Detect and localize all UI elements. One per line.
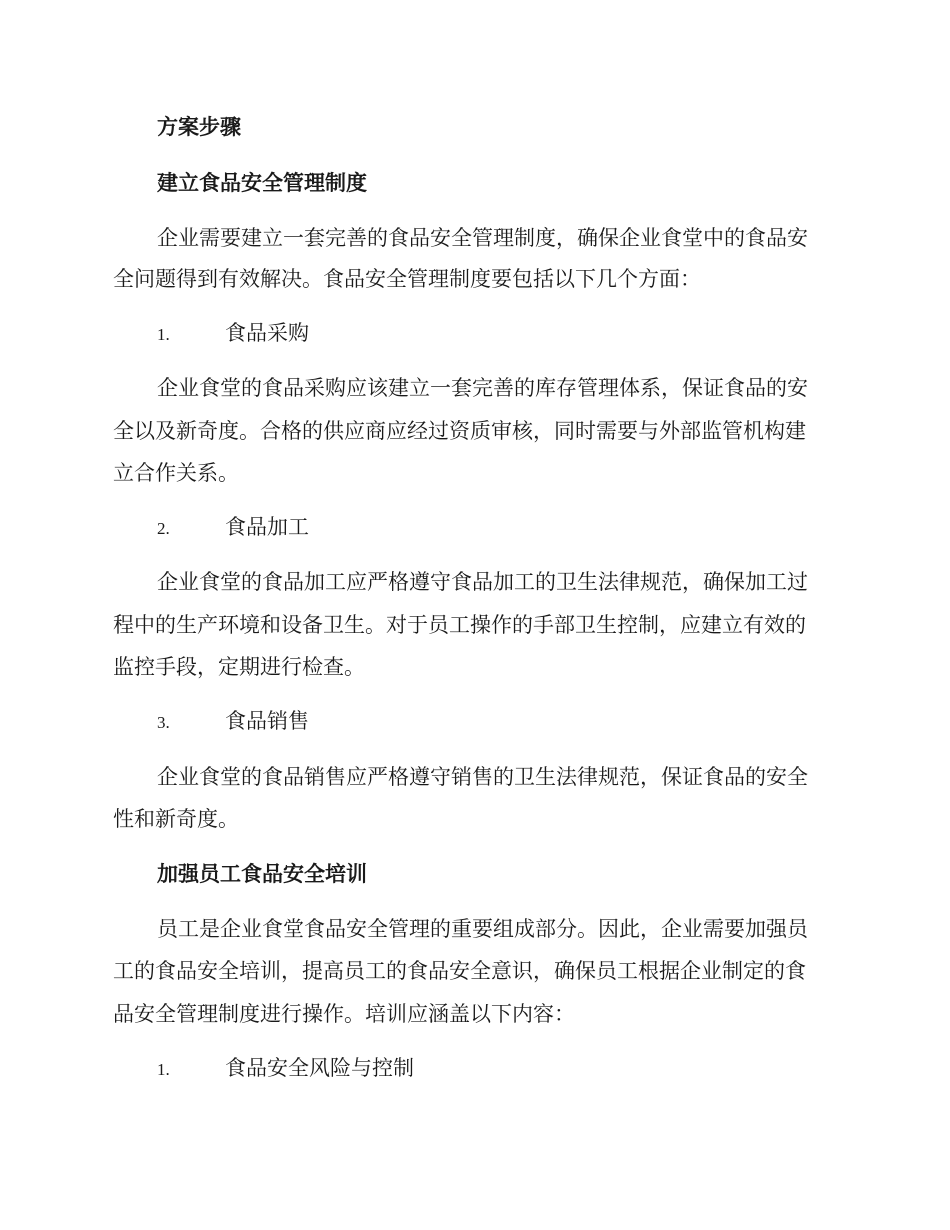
paragraph-line: 企业需要建立一套完善的食品安全管理制度，确保企业食堂中的食品安 bbox=[157, 226, 808, 250]
paragraph-line: 企业食堂的食品销售应严格遵守销售的卫生法律规范，保证食品的安全 bbox=[157, 765, 808, 789]
paragraph-line: 监控手段，定期进行检查。 bbox=[113, 655, 365, 679]
list-item-label: 食品安全风险与控制 bbox=[225, 1056, 414, 1080]
list-item bbox=[157, 509, 309, 547]
paragraph-line: 品安全管理制度进行操作。培训应涵盖以下内容： bbox=[113, 1002, 575, 1026]
paragraph-line: 立合作关系。 bbox=[113, 461, 239, 485]
list-item-label: 食品采购 bbox=[225, 321, 309, 345]
paragraph-line: 程中的生产环境和设备卫生。对于员工操作的手部卫生控制，应建立有效的 bbox=[113, 613, 806, 637]
subsection-heading: 建立食品安全管理制度 bbox=[157, 171, 367, 195]
paragraph-line: 全问题得到有效解决。食品安全管理制度要包括以下几个方面： bbox=[113, 267, 701, 291]
list-item bbox=[157, 315, 309, 353]
list-item-number: 1. bbox=[157, 1060, 170, 1079]
list-item-label: 食品加工 bbox=[225, 515, 309, 539]
list-item bbox=[157, 1050, 414, 1088]
section-title: 方案步骤 bbox=[157, 115, 241, 139]
list-item-label: 食品销售 bbox=[225, 709, 309, 733]
paragraph-line: 工的食品安全培训，提高员工的食品安全意识，确保员工根据企业制定的食 bbox=[113, 959, 806, 983]
paragraph-line: 企业食堂的食品加工应严格遵守食品加工的卫生法律规范，确保加工过 bbox=[157, 570, 808, 594]
list-item-number: 2. bbox=[157, 519, 170, 538]
paragraph-line: 员工是企业食堂食品安全管理的重要组成部分。因此，企业需要加强员 bbox=[157, 917, 808, 941]
subsection-heading: 加强员工食品安全培训 bbox=[157, 862, 367, 886]
list-item bbox=[157, 703, 309, 741]
list-item-number: 3. bbox=[157, 713, 170, 732]
paragraph-line: 企业食堂的食品采购应该建立一套完善的库存管理体系，保证食品的安 bbox=[157, 376, 808, 400]
paragraph-line: 全以及新奇度。合格的供应商应经过资质审核，同时需要与外部监管机构建 bbox=[113, 419, 806, 443]
list-item-number: 1. bbox=[157, 325, 170, 344]
paragraph-line: 性和新奇度。 bbox=[113, 807, 239, 831]
